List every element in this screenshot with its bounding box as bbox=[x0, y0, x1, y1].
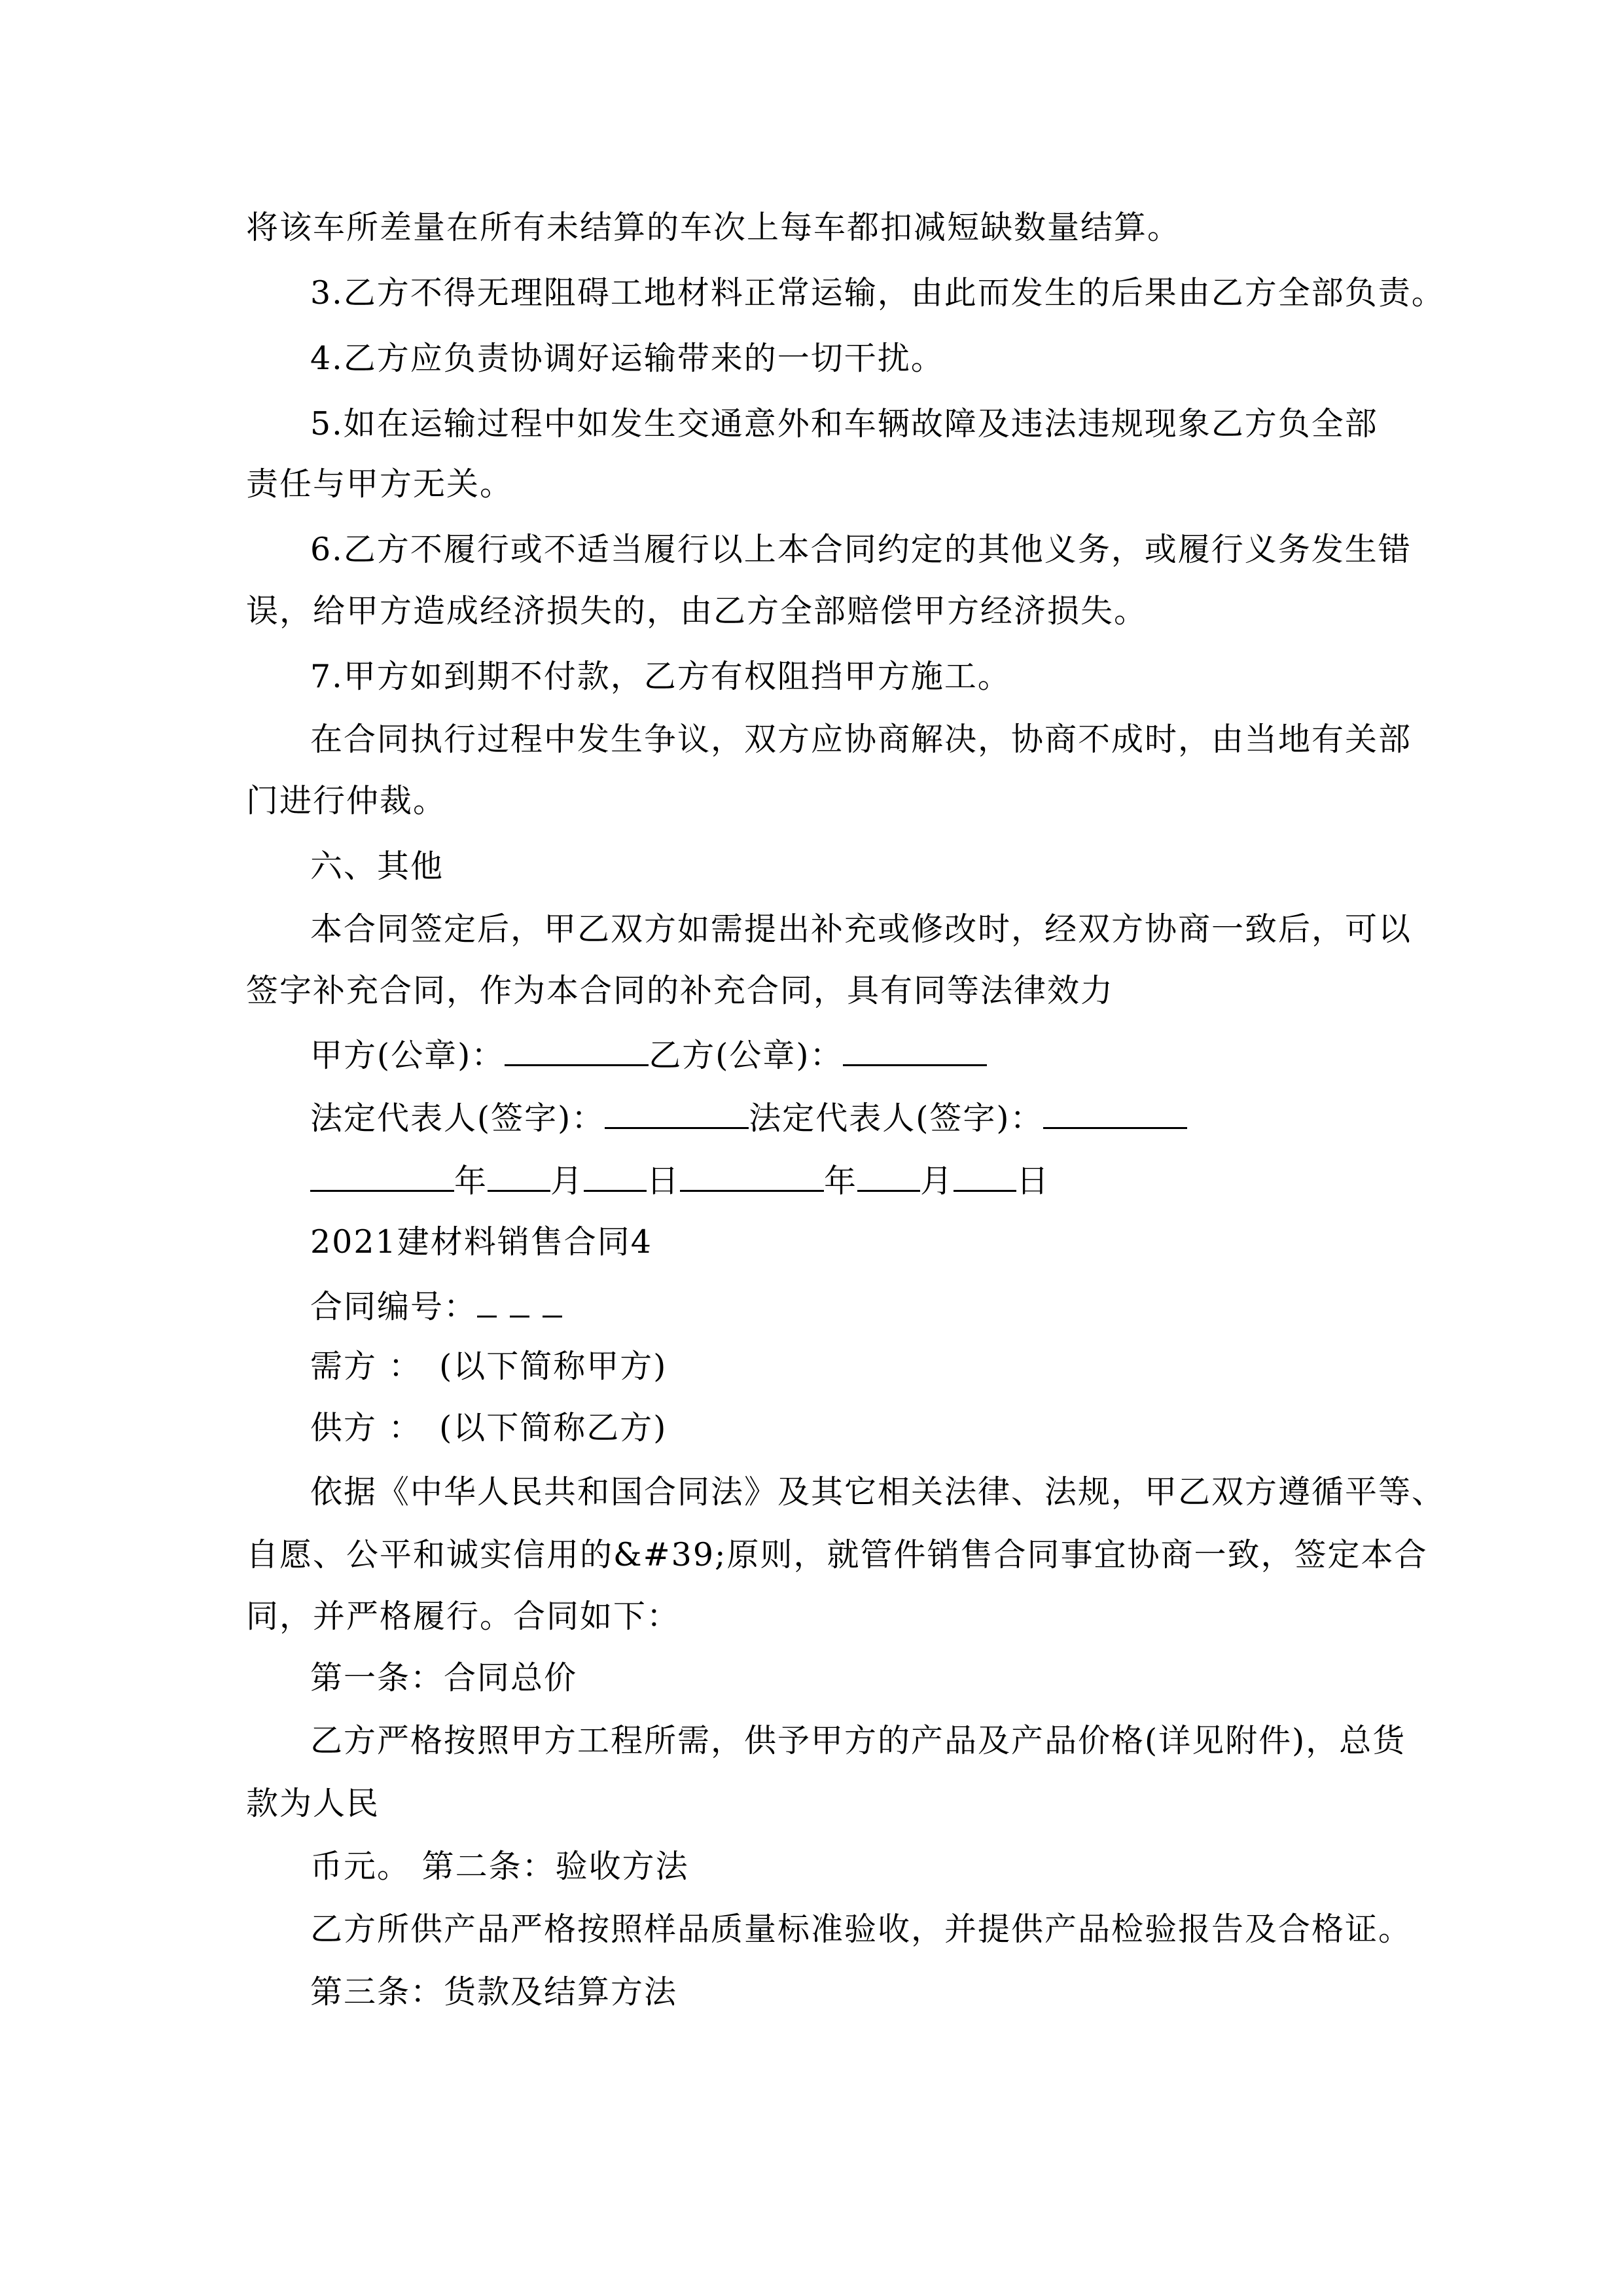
contract-number-blank bbox=[543, 1285, 562, 1318]
legal-rep-b-label: 法定代表人(签字)： bbox=[749, 1100, 1044, 1137]
contract-title: 2021建材料销售合同4 bbox=[310, 1223, 652, 1261]
text-line: 签字补充合同，作为本合同的补充合同，具有同等法律效力 bbox=[246, 972, 1115, 1009]
day-a-label: 日 bbox=[647, 1162, 681, 1200]
text-line: 6.乙方不履行或不适当履行以上本合同约定的其他义务，或履行义务发生错 bbox=[310, 531, 1412, 568]
article-heading: 第三条：货款及结算方法 bbox=[310, 1973, 678, 2011]
year-a-blank bbox=[310, 1160, 454, 1192]
text-line: 在合同执行过程中发生争议，双方应协商解决，协商不成时，由当地有关部 bbox=[310, 721, 1412, 758]
text-line: 依据《中华人民共和国合同法》及其它相关法律、法规，甲乙双方遵循平等、 bbox=[310, 1473, 1446, 1511]
buyer-line bbox=[310, 1347, 667, 1386]
text-line: 4.乙方应负责协调好运输带来的一切干扰。 bbox=[310, 340, 944, 377]
text-line: 款为人民 bbox=[246, 1785, 380, 1822]
party-b-seal-blank bbox=[843, 1034, 987, 1066]
party-a-seal-blank bbox=[505, 1034, 649, 1066]
legal-rep-b-blank bbox=[1043, 1097, 1187, 1129]
legal-rep-a-blank bbox=[605, 1097, 749, 1129]
text-line: 本合同签定后，甲乙双方如需提出补充或修改时，经双方协商一致后，可以 bbox=[310, 910, 1412, 948]
text-line: 误，给甲方造成经济损失的，由乙方全部赔偿甲方经济损失。 bbox=[246, 592, 1148, 630]
party-a-seal-label: 甲方(公章)： bbox=[310, 1037, 505, 1074]
month-b-blank bbox=[857, 1160, 920, 1192]
article-heading: 第一条：合同总价 bbox=[310, 1659, 578, 1696]
text-line: 5.如在运输过程中如发生交通意外和车辆故障及违法违规现象乙方负全部 bbox=[310, 405, 1378, 442]
year-a-label: 年 bbox=[454, 1162, 488, 1200]
contract-number-label: 合同编号： bbox=[310, 1288, 478, 1325]
day-a-blank bbox=[584, 1160, 647, 1192]
day-b-blank bbox=[954, 1160, 1016, 1192]
text-line: 乙方所供产品严格按照样品质量标准验收，并提供产品检验报告及合格证。 bbox=[310, 1910, 1412, 1948]
contract-number-line bbox=[310, 1285, 575, 1327]
text-line: 乙方严格按照甲方工程所需，供予甲方的产品及产品价格(详见附件)，总货 bbox=[310, 1722, 1406, 1759]
text-line: 门进行仲裁。 bbox=[246, 782, 447, 819]
seller-line bbox=[310, 1408, 667, 1448]
year-b-blank bbox=[680, 1160, 824, 1192]
seller-note: (以下简称乙方) bbox=[439, 1409, 668, 1446]
text-line: 自愿、公平和诚实信用的&#39;原则，就管件销售合同事宜协商一致，签定本合 bbox=[246, 1536, 1428, 1573]
month-a-label: 月 bbox=[550, 1162, 584, 1200]
legal-rep-line bbox=[310, 1097, 1187, 1138]
text-line: 将该车所差量在所有未结算的车次上每车都扣减短缺数量结算。 bbox=[246, 209, 1181, 246]
legal-rep-a-label: 法定代表人(签字)： bbox=[310, 1100, 605, 1137]
party-b-seal-label: 乙方(公章)： bbox=[649, 1037, 844, 1074]
date-line bbox=[310, 1160, 1050, 1201]
text-line: 同，并严格履行。合同如下： bbox=[246, 1598, 681, 1635]
day-b-label: 日 bbox=[1016, 1162, 1050, 1200]
text-line: 7.甲方如到期不付款，乙方有权阻挡甲方施工。 bbox=[310, 658, 1011, 695]
buyer-label: 需方 ： bbox=[310, 1348, 406, 1385]
contract-number-blank bbox=[477, 1285, 497, 1318]
month-a-blank bbox=[488, 1160, 550, 1192]
text-line: 责任与甲方无关。 bbox=[246, 465, 514, 503]
month-b-label: 月 bbox=[920, 1162, 954, 1200]
seal-line bbox=[310, 1034, 987, 1075]
buyer-note: (以下简称甲方) bbox=[439, 1348, 668, 1385]
article-heading: 币元。 第二条：验收方法 bbox=[310, 1848, 689, 1885]
seller-label: 供方 ： bbox=[310, 1409, 406, 1446]
contract-number-blank bbox=[510, 1285, 529, 1318]
section-heading: 六、其他 bbox=[310, 848, 444, 885]
year-b-label: 年 bbox=[824, 1162, 858, 1200]
text-line: 3.乙方不得无理阻碍工地材料正常运输，由此而发生的后果由乙方全部负责。 bbox=[310, 274, 1445, 312]
